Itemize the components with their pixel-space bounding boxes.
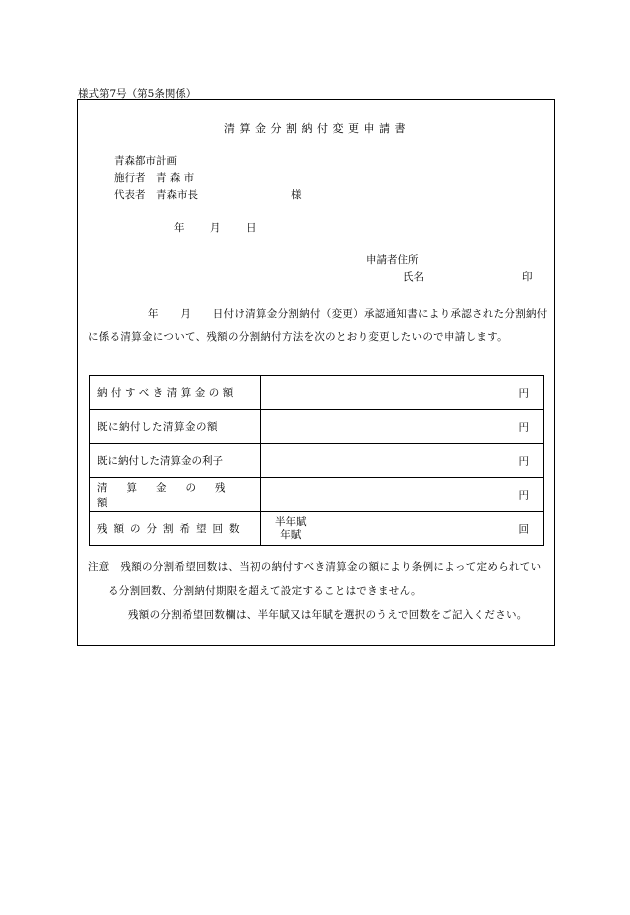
remaining-amount-field[interactable] [261, 478, 544, 512]
table-row [90, 376, 544, 410]
date-year-label: 年 [174, 222, 185, 234]
installment-options [275, 516, 307, 542]
document-title: 清算金分割納付変更申請書 [224, 122, 410, 135]
table-row [90, 478, 544, 512]
addressee-line-1: 青森都市計画 [114, 155, 177, 167]
row-label-text: 既に納付した清算金の額 [97, 421, 218, 433]
addressee-honorific: 様 [291, 189, 302, 201]
unit-yen: 円 [518, 421, 529, 433]
amount-table [89, 375, 544, 546]
option-annual[interactable]: 年賦 [280, 528, 302, 541]
date-day-label: 日 [246, 222, 257, 234]
note-1: 注意 残額の分割希望回数は、当初の納付すべき清算金の額により条例によって定められている分割回数、分割納付期限を超えて設定することはできません。 [88, 561, 542, 597]
request-body-content: 年 月 日付け清算金分割納付（変更）承認通知書により承認された分割納付に係る清算金について、残額の分割納付方法を次のとおり変更したいので申請します。 [88, 308, 548, 343]
applicant-address-label: 申請者住所 [366, 254, 419, 266]
unit-yen: 円 [518, 387, 529, 399]
unit-yen: 円 [518, 489, 529, 501]
installment-count-field[interactable] [261, 512, 544, 546]
table-row [90, 444, 544, 478]
option-semiannual[interactable]: 半年賦 [275, 515, 307, 528]
applicant-seal-label: 印 [522, 271, 533, 283]
table-row [90, 410, 544, 444]
applicant-name-label: 氏名 [403, 271, 424, 283]
row-label-installments [90, 512, 261, 546]
row-label-text: 清算金の残額 [97, 481, 245, 509]
addressee-line-2: 施行者 青 森 市 [114, 172, 195, 184]
unit-times: 回 [518, 523, 529, 535]
date-month-label: 月 [210, 222, 221, 234]
row-label-amount-due [90, 376, 261, 410]
amount-due-field[interactable] [261, 376, 544, 410]
amount-paid-field[interactable] [261, 410, 544, 444]
row-label-text: 既に納付した清算金の利子 [97, 455, 223, 467]
interest-paid-field[interactable] [261, 444, 544, 478]
row-label-text: 納付すべき清算金の額 [97, 387, 237, 399]
row-label-text: 残額の分割希望回数 [97, 523, 246, 535]
notes-section [88, 555, 550, 627]
row-label-remaining [90, 478, 261, 512]
form-frame [77, 99, 555, 646]
table-row [90, 512, 544, 546]
row-label-interest-paid [90, 444, 261, 478]
form-number: 様式第7号（第5条関係） [78, 88, 197, 100]
note-2: 残額の分割希望回数欄は、半年賦又は年賦を選択のうえで回数をご記入ください。 [128, 609, 528, 621]
row-label-amount-paid [90, 410, 261, 444]
addressee-line-3: 代表者 青森市長 [114, 189, 198, 201]
request-body-text [88, 303, 550, 349]
unit-yen: 円 [518, 455, 529, 467]
